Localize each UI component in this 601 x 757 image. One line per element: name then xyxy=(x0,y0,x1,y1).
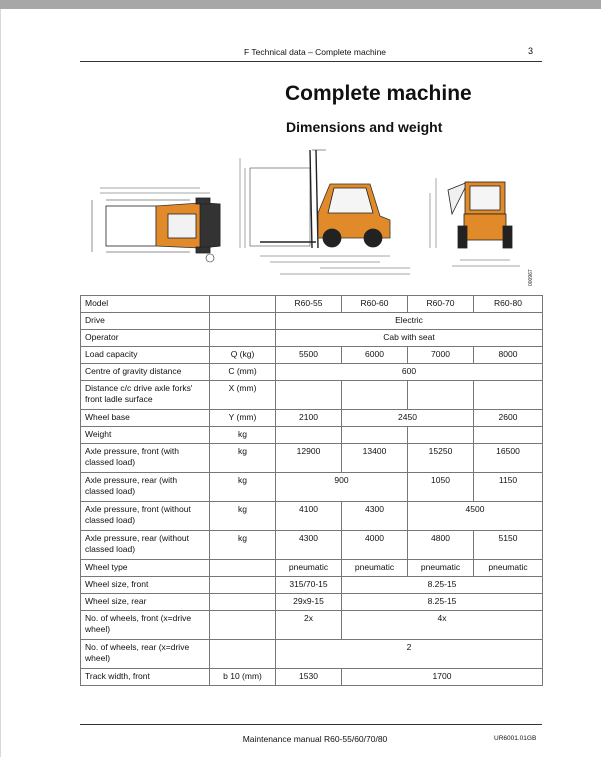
table-row xyxy=(81,313,543,330)
value-cell: 8000 xyxy=(474,347,543,364)
value-cell: pneumatic xyxy=(408,560,474,577)
header-page-number: 3 xyxy=(528,46,534,56)
value-cell: 900 xyxy=(276,473,408,502)
table-row xyxy=(81,669,543,686)
row-label: Wheel base xyxy=(81,410,210,427)
value-cell: 2100 xyxy=(276,410,342,427)
unit-cell: Y (mm) xyxy=(210,410,276,427)
row-label: Weight xyxy=(81,427,210,444)
top-bar xyxy=(0,0,601,9)
unit-cell: kg xyxy=(210,444,276,473)
value-cell xyxy=(342,427,408,444)
unit-cell xyxy=(210,640,276,669)
value-cell: 8.25-15 xyxy=(342,577,543,594)
value-cell: 12900 xyxy=(276,444,342,473)
value-cell: Electric xyxy=(276,313,543,330)
rear-view-drawing xyxy=(430,178,520,266)
footer-rule xyxy=(80,724,542,725)
value-cell: 7000 xyxy=(408,347,474,364)
value-cell xyxy=(408,381,474,410)
unit-cell xyxy=(210,611,276,640)
unit-cell: b 10 (mm) xyxy=(210,669,276,686)
row-label: Wheel size, front xyxy=(81,577,210,594)
value-cell: 4300 xyxy=(342,502,408,531)
page-left-edge xyxy=(0,9,1,757)
model-header: R60-60 xyxy=(342,296,408,313)
table-row xyxy=(81,347,543,364)
model-header: R60-70 xyxy=(408,296,474,313)
value-cell: 4100 xyxy=(276,502,342,531)
unit-cell xyxy=(210,560,276,577)
unit-cell: kg xyxy=(210,427,276,444)
value-cell: 8.25-15 xyxy=(342,594,543,611)
side-view-drawing xyxy=(240,150,410,274)
table-row xyxy=(81,427,543,444)
row-label: Drive xyxy=(81,313,210,330)
table-row xyxy=(81,611,543,640)
footer-manual: Maintenance manual R60-55/60/70/80 xyxy=(242,734,388,744)
model-header: R60-80 xyxy=(474,296,543,313)
row-label: Operator xyxy=(81,330,210,347)
value-cell: 13400 xyxy=(342,444,408,473)
row-label: Axle pressure, front (without classed load) xyxy=(81,502,210,531)
page-title: Complete machine xyxy=(285,82,472,105)
unit-cell: kg xyxy=(210,502,276,531)
table-row xyxy=(81,410,543,427)
value-cell: 1150 xyxy=(474,473,543,502)
row-label: Axle pressure, front (with classed load) xyxy=(81,444,210,473)
unit-cell: Q (kg) xyxy=(210,347,276,364)
value-cell: 5150 xyxy=(474,531,543,560)
table-row xyxy=(81,640,543,669)
unit-cell: C (mm) xyxy=(210,364,276,381)
unit-cell xyxy=(210,594,276,611)
unit-cell: X (mm) xyxy=(210,381,276,410)
value-cell xyxy=(276,427,342,444)
unit-cell xyxy=(210,330,276,347)
value-cell: 2600 xyxy=(474,410,543,427)
page-subtitle: Dimensions and weight xyxy=(286,119,443,135)
row-label: Centre of gravity distance xyxy=(81,364,210,381)
value-cell: 16500 xyxy=(474,444,543,473)
model-header: R60-55 xyxy=(276,296,342,313)
value-cell xyxy=(474,381,543,410)
top-view-drawing xyxy=(92,188,220,262)
value-cell: 2450 xyxy=(342,410,474,427)
row-label: Wheel type xyxy=(81,560,210,577)
value-cell: 6000 xyxy=(342,347,408,364)
value-cell xyxy=(342,381,408,410)
value-cell: 5500 xyxy=(276,347,342,364)
value-cell xyxy=(474,427,543,444)
row-label: Track width, front xyxy=(81,669,210,686)
value-cell: 1700 xyxy=(342,669,543,686)
table-row xyxy=(81,296,543,313)
spec-table xyxy=(80,295,543,686)
value-cell: pneumatic xyxy=(342,560,408,577)
value-cell: pneumatic xyxy=(474,560,543,577)
table-row xyxy=(81,381,543,410)
dimension-drawing xyxy=(80,148,542,288)
unit-cell: kg xyxy=(210,473,276,502)
value-cell: 2 xyxy=(276,640,543,669)
row-label: Axle pressure, rear (without classed load) xyxy=(81,531,210,560)
table-row xyxy=(81,330,543,347)
table-row xyxy=(81,444,543,473)
table-row xyxy=(81,473,543,502)
table-row xyxy=(81,502,543,531)
value-cell: 4500 xyxy=(408,502,543,531)
value-cell: 315/70-15 xyxy=(276,577,342,594)
row-label: Model xyxy=(81,296,210,313)
unit-cell xyxy=(210,296,276,313)
unit-cell xyxy=(210,577,276,594)
row-label: Wheel size, rear xyxy=(81,594,210,611)
value-cell xyxy=(276,381,342,410)
table-row xyxy=(81,531,543,560)
value-cell: 4000 xyxy=(342,531,408,560)
table-row xyxy=(81,364,543,381)
unit-cell xyxy=(210,313,276,330)
drawing-code: 000967 xyxy=(528,269,534,286)
table-row xyxy=(81,577,543,594)
value-cell: 4300 xyxy=(276,531,342,560)
table-row xyxy=(81,560,543,577)
row-label: Axle pressure, rear (with classed load) xyxy=(81,473,210,502)
value-cell: 15250 xyxy=(408,444,474,473)
value-cell: 1530 xyxy=(276,669,342,686)
unit-cell: kg xyxy=(210,531,276,560)
value-cell: 1050 xyxy=(408,473,474,502)
value-cell: Cab with seat xyxy=(276,330,543,347)
value-cell: 600 xyxy=(276,364,543,381)
row-label: Distance c/c drive axle forks' front ladle surface xyxy=(81,381,210,410)
value-cell: 2x xyxy=(276,611,342,640)
value-cell: 29x9-15 xyxy=(276,594,342,611)
row-label: No. of wheels, front (x=drive wheel) xyxy=(81,611,210,640)
value-cell: 4800 xyxy=(408,531,474,560)
header-section: F Technical data – Complete machine xyxy=(243,47,387,57)
value-cell: pneumatic xyxy=(276,560,342,577)
value-cell xyxy=(408,427,474,444)
header-rule xyxy=(80,61,542,62)
row-label: No. of wheels, rear (x=drive wheel) xyxy=(81,640,210,669)
footer-code: UR6001.01GB xyxy=(494,735,537,742)
row-label: Load capacity xyxy=(81,347,210,364)
value-cell: 4x xyxy=(342,611,543,640)
table-row xyxy=(81,594,543,611)
